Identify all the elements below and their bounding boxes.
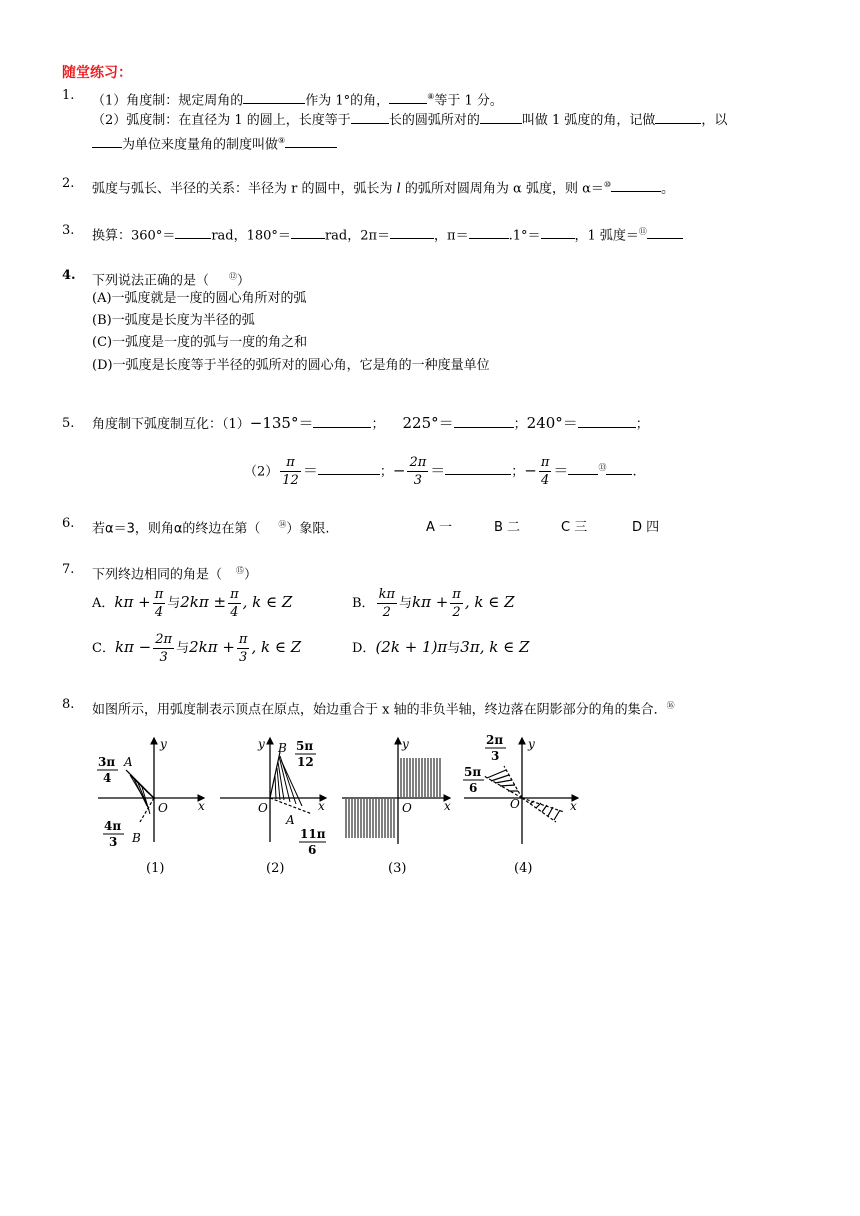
q7-b-frac2 [450, 586, 463, 621]
q4-option-d[interactable]: (D)一弧度是长度等于半径的弧所对的圆心角，它是角的一种度量单位 [92, 358, 490, 373]
fig4-label-y: y [528, 737, 535, 751]
q7-number: 7. [62, 562, 75, 577]
q4-stem [92, 268, 250, 290]
q4-option-a[interactable]: (A)一弧度就是一度的圆心角所对的弧 [92, 291, 307, 306]
figure-1 [97, 737, 205, 876]
q5-semi-3: ； [635, 417, 649, 432]
fig1-top-den: 4 [103, 771, 112, 785]
q3-blank-3[interactable] [390, 225, 434, 239]
q7-c-frac1 [153, 631, 174, 666]
q8-text: 如图所示，用弧度制表示顶点在原点，始边重合于 x 轴的非负半轴，终边落在阴影部分的角的集合． [92, 702, 667, 718]
fig2-top-num: 5π [296, 739, 314, 753]
q1-blank-1[interactable] [243, 90, 305, 104]
q7-stem-close: ） [244, 567, 258, 583]
fig2-ray-b [270, 752, 280, 798]
q5-neg-1: − [392, 461, 406, 480]
q1-text-a2: 作为 1°的角， [305, 93, 390, 109]
q6-option-b[interactable]: B 二 [494, 520, 521, 535]
q1-blank-7[interactable] [285, 134, 337, 148]
q7-c-frac1-num: 2π [155, 632, 173, 647]
fig4-top-den: 3 [491, 749, 500, 763]
q5-blank-1[interactable] [313, 414, 371, 428]
fig2-label-y: y [258, 737, 265, 751]
q2-text-1: 弧度与弧长、半径的关系：半径为 r 的圆中，弧长为 [92, 181, 397, 197]
q7-a-yu: 与 [167, 596, 181, 611]
q5-eq-1: ＝ [302, 461, 318, 480]
q7-d-right: 3π [460, 638, 480, 656]
q7-a-frac2-den: 4 [230, 605, 239, 620]
q1-blank-4[interactable] [480, 110, 522, 124]
fig4-label-x: x [570, 799, 577, 813]
fig1-ray-b [140, 798, 154, 822]
fig1-label-a: A [124, 755, 133, 769]
q6-number: 6. [62, 516, 75, 531]
q1-text-a1: （1）角度制：规定周角的 [92, 93, 244, 109]
q3-text-3: rad，2π＝ [324, 228, 391, 244]
fig4-left-den: 6 [469, 781, 478, 795]
q7-a-frac1-num: π [154, 587, 164, 602]
fig2-top-den: 12 [297, 755, 314, 769]
q4-stem-text: 下列说法正确的是（ [92, 273, 210, 289]
fig1-top-num: 3π [98, 755, 116, 769]
q3-text-1: 换算：360°＝ [92, 228, 176, 244]
q1-blank-6[interactable] [92, 134, 122, 148]
q6-stem [92, 516, 330, 538]
fig3-caption: (3) [388, 861, 407, 876]
q5-blank-4[interactable] [318, 461, 380, 475]
q4-number: 4. [62, 268, 76, 283]
fig2-label-x: x [318, 799, 325, 813]
q7-stem-text: 下列终边相同的角是（ [92, 567, 223, 583]
q2-end: 。 [661, 181, 675, 197]
q7-d-yu: 与 [447, 641, 461, 656]
fig2-bot-num: 11π [300, 827, 326, 841]
q6-stem-close: ）象限. [286, 521, 330, 537]
q5-semi-2: ； [513, 417, 527, 432]
q7-a-right: 2kπ ± [180, 593, 227, 611]
q2-arc-length-l: l [396, 181, 401, 197]
figure-4 [463, 733, 578, 876]
q3-blank-2[interactable] [291, 225, 325, 239]
q4-footnote-12: ⑫ [229, 272, 238, 281]
q7-a-frac2-num: π [230, 587, 239, 602]
q5-semi-4: ； [379, 464, 393, 480]
q5-footnote-13: ⑬ [598, 463, 607, 472]
q5-dot: . [632, 464, 637, 480]
q5-stem: 角度制下弧度制互化：（1） [92, 417, 250, 432]
q1-text-b2: 长的圆弧所对的 [388, 113, 480, 128]
fig1-label-o: O [158, 801, 168, 815]
q7-d-kz: , k ∈ Z [479, 638, 530, 656]
q5-eq-3: ＝ [553, 461, 569, 480]
q2-number: 2. [62, 176, 75, 191]
q4-option-c[interactable]: (C)一弧度是一度的弧与一度的角之和 [92, 335, 308, 350]
q1-text-c1: 为单位来度量角的制度叫做 [122, 137, 279, 153]
q7-c-label: C． [92, 641, 115, 656]
q5-value-1: −135°＝ [249, 414, 314, 432]
section-title: 随堂练习： [62, 65, 132, 81]
q6-stem-text: 若α＝3，则角α的终边在第（ [92, 521, 261, 537]
q5-line2 [244, 450, 637, 490]
q5-semi-5: ； [511, 464, 525, 480]
q1-footnote-9: ⑨ [278, 136, 286, 145]
q7-b-frac1-num: kπ [378, 587, 395, 602]
q1-footnote-8: ⑧ [427, 92, 435, 101]
q2-line [92, 176, 674, 198]
q3-blank-4[interactable] [469, 225, 509, 239]
figure-3 [342, 737, 451, 876]
q5-fraction-2 [407, 454, 428, 489]
q5-line1 [92, 414, 649, 434]
q5-neg-2: − [524, 461, 537, 480]
fig4-label-o: O [510, 797, 520, 811]
q7-stem [92, 562, 257, 584]
q8-line [92, 697, 675, 719]
q3-blank-1[interactable] [175, 225, 211, 239]
q5-value-3: 240°＝ [526, 414, 578, 432]
q7-option-b[interactable] [352, 584, 515, 622]
fig4-caption: (4) [514, 861, 533, 876]
q5-fraction-1 [280, 454, 301, 489]
q7-c-frac2 [237, 631, 250, 666]
q5-frac3-den: 4 [541, 473, 550, 489]
q7-c-left: kπ − [114, 638, 152, 656]
q5-value-2: 225°＝ [402, 414, 454, 432]
fig2-label-o: O [258, 801, 268, 815]
q7-footnote-15: ⑮ [236, 566, 245, 575]
fig2-ray-a [270, 798, 312, 814]
q5-semi-1: ； [371, 417, 385, 432]
q5-blank-2[interactable] [454, 414, 514, 428]
q7-b-frac1 [377, 586, 397, 621]
q5-blank-6[interactable] [568, 461, 598, 475]
q7-a-left: kπ + [114, 593, 151, 611]
q7-c-frac2-num: π [238, 632, 248, 647]
q2-blank[interactable] [611, 178, 661, 192]
q7-a-frac2 [228, 586, 241, 621]
q5-number: 5. [62, 416, 75, 431]
q6-option-c[interactable]: C 三 [561, 520, 588, 535]
q5-blank-7[interactable] [606, 461, 632, 475]
fig1-bot-den: 3 [109, 835, 118, 849]
fig2-label-a: A [286, 813, 295, 827]
fig1-caption: (1) [146, 861, 165, 876]
q1-line3 [92, 132, 337, 154]
q5-part2-label: （2） [244, 464, 279, 480]
fig4-top-num: 2π [486, 733, 504, 747]
q5-eq-2: ＝ [430, 461, 446, 480]
q3-text-6: ，1 弧度＝ [574, 228, 639, 244]
fig1-label-b: B [132, 831, 141, 845]
q7-option-c[interactable] [92, 629, 301, 667]
q6-option-a[interactable]: A 一 [426, 520, 453, 535]
q4-stem-close: ） [237, 273, 251, 289]
fig1-bot-num: 4π [104, 819, 122, 833]
q7-option-a[interactable] [92, 584, 292, 622]
fig3-label-x: x [444, 799, 451, 813]
q1-number: 1. [62, 88, 75, 103]
q3-text-4: ，π＝ [434, 228, 469, 244]
q7-c-kz: , k ∈ Z [251, 638, 302, 656]
q3-text-2: rad，180°＝ [211, 228, 291, 244]
q1-blank-5[interactable] [655, 110, 701, 124]
q7-a-kz: , k ∈ Z [242, 593, 293, 611]
q5-frac1-num: π [280, 454, 301, 472]
q5-frac2-num: 2π [409, 455, 427, 471]
fig2-caption: (2) [266, 861, 285, 876]
q3-line [92, 223, 683, 245]
q5-blank-5[interactable] [445, 461, 511, 475]
q7-d-left: (2k + 1)π [375, 638, 448, 656]
q7-c-right: 2kπ + [189, 638, 235, 656]
q5-frac2-den: 3 [413, 473, 422, 489]
q1-text-b3: 叫做 1 弧度的角，记做 [521, 113, 656, 128]
q6-option-d[interactable]: D 四 [632, 520, 660, 535]
q1-text-b1: （2）弧度制：在直径为 1 的圆上，长度等于 [92, 113, 351, 128]
q1-line1 [92, 88, 503, 110]
fig2-label-b: B [278, 741, 287, 755]
q7-a-frac1 [153, 586, 166, 621]
q7-a-frac1-den: 4 [154, 605, 164, 620]
q3-text-5: .1°＝ [508, 228, 541, 244]
q2-text-2: 的弧所对圆周角为 α 弧度，则 α＝ [400, 181, 604, 197]
fig3-label-o: O [402, 801, 412, 815]
angle-figures [94, 730, 614, 880]
q7-c-frac2-den: 3 [239, 650, 248, 665]
q7-b-label: B． [352, 596, 375, 611]
q2-footnote-10: ⑩ [603, 180, 612, 189]
q3-number: 3. [62, 223, 75, 238]
q1-blank-2[interactable] [389, 90, 427, 104]
figure-2 [220, 737, 326, 876]
q7-b-right: kπ + [412, 593, 449, 611]
q7-b-frac1-den: 2 [382, 605, 391, 620]
q7-b-frac2-den: 2 [452, 605, 461, 620]
q3-blank-5[interactable] [541, 225, 575, 239]
q8-number: 8. [62, 697, 75, 712]
q7-d-label: D． [352, 641, 376, 656]
q1-text-a3: 等于 1 分。 [434, 93, 503, 109]
q7-c-frac1-den: 3 [159, 650, 168, 665]
q3-blank-6[interactable] [647, 225, 683, 239]
q1-text-b4: ，以 [701, 113, 728, 128]
q5-frac1-den: 12 [282, 473, 299, 489]
q7-c-yu: 与 [176, 641, 190, 656]
fig3-label-y: y [402, 737, 409, 751]
q7-b-kz: , k ∈ Z [464, 593, 515, 611]
q7-a-label: A． [92, 596, 115, 611]
fig2-bot-den: 6 [308, 843, 317, 857]
q1-blank-3[interactable] [351, 110, 389, 124]
fig1-label-x: x [198, 799, 205, 813]
q7-b-yu: 与 [398, 596, 412, 611]
q8-footnote-16: ⑯ [666, 701, 675, 710]
q1-line2 [92, 110, 727, 130]
q4-option-b[interactable]: (B)一弧度是长度为半径的弧 [92, 313, 255, 328]
q5-blank-3[interactable] [578, 414, 636, 428]
q6-footnote-14: ⑭ [278, 520, 287, 529]
q7-option-d[interactable] [352, 629, 529, 667]
q5-frac3-num: π [540, 455, 550, 471]
fig1-label-y: y [160, 737, 167, 751]
q3-footnote-11: ⑪ [638, 227, 647, 236]
q7-b-frac2-num: π [452, 587, 461, 602]
q5-fraction-3 [539, 454, 552, 489]
fig4-left-num: 5π [464, 765, 482, 779]
